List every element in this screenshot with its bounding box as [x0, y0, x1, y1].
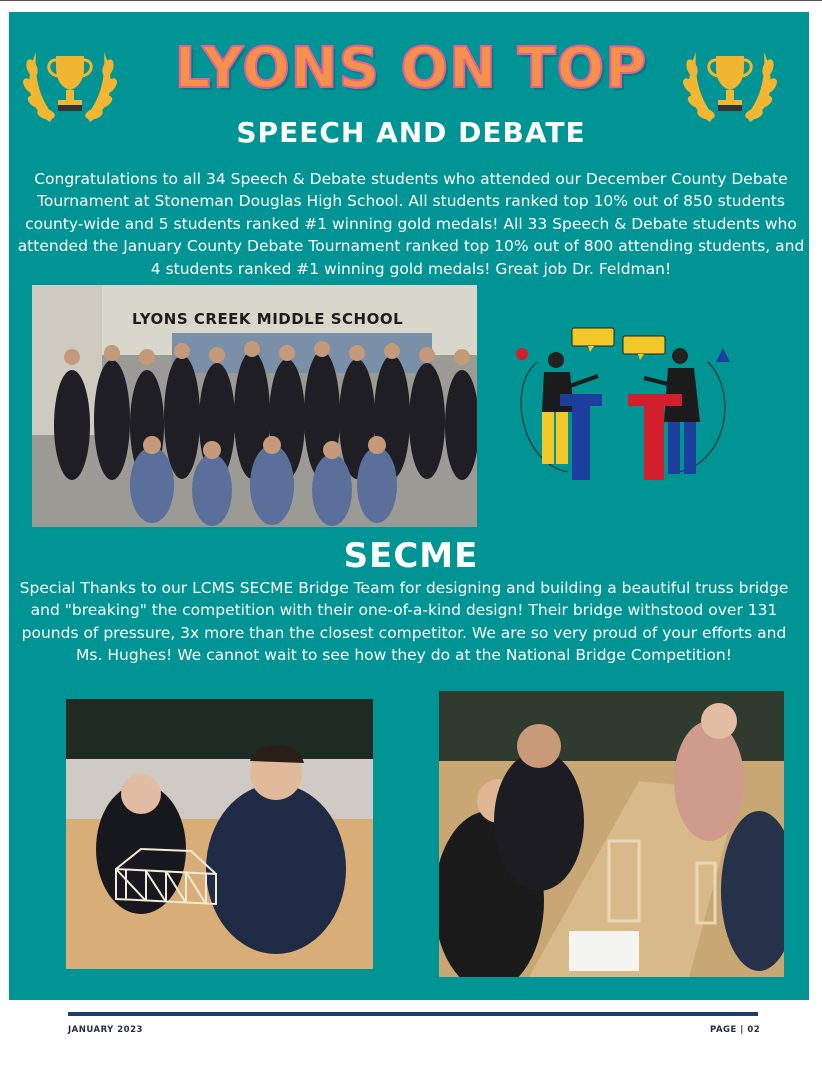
bridge-team-photo-illustration: [66, 699, 373, 969]
debate-illustration: [508, 322, 738, 484]
photo-sign-text: LYONS CREEK MIDDLE SCHOOL: [132, 310, 404, 328]
secme-paragraph: Special Thanks to our LCMS SECME Bridge Team for designing and building a beautiful truss bridge and "breaking" the competition with their one-of-a-kind design! Their bridge withstood over 131 pounds of pressure, 3x more than the closest competitor. We are so very proud of your efforts and Ms. Hughes! We cannot wait to see how they do at the National Bridge Competition!: [19, 579, 789, 665]
section-heading-secme: SECME: [343, 536, 479, 576]
bridge-competition-photo-illustration: [439, 691, 784, 977]
group-photo: [32, 285, 477, 527]
top-rule: [0, 0, 822, 1]
speech-debate-paragraph: Congratulations to all 34 Speech & Debate students who attended our December County Debate Tournament at Stoneman Douglas High School. All students ranked top 10% out of 850 students county-wide and 5 students ranked #1 winning gold medals! All 33 Speech & Debate students who attended the January County Debate Tournament ranked top 10% out of 800 attending students, and 4 students ranked #1 winning gold medals! Great job Dr. Feldman!: [17, 170, 805, 278]
bridge-team-photo: [66, 699, 373, 969]
footer-page-number: PAGE | 02: [710, 1025, 761, 1035]
page-title: LYONS ON TOP: [174, 36, 648, 101]
footer-date: JANUARY 2023: [68, 1025, 143, 1035]
section-heading-speech-debate: SPEECH AND DEBATE: [236, 116, 586, 149]
bridge-competition-photo: [439, 691, 784, 977]
footer-rule: [68, 1012, 758, 1016]
